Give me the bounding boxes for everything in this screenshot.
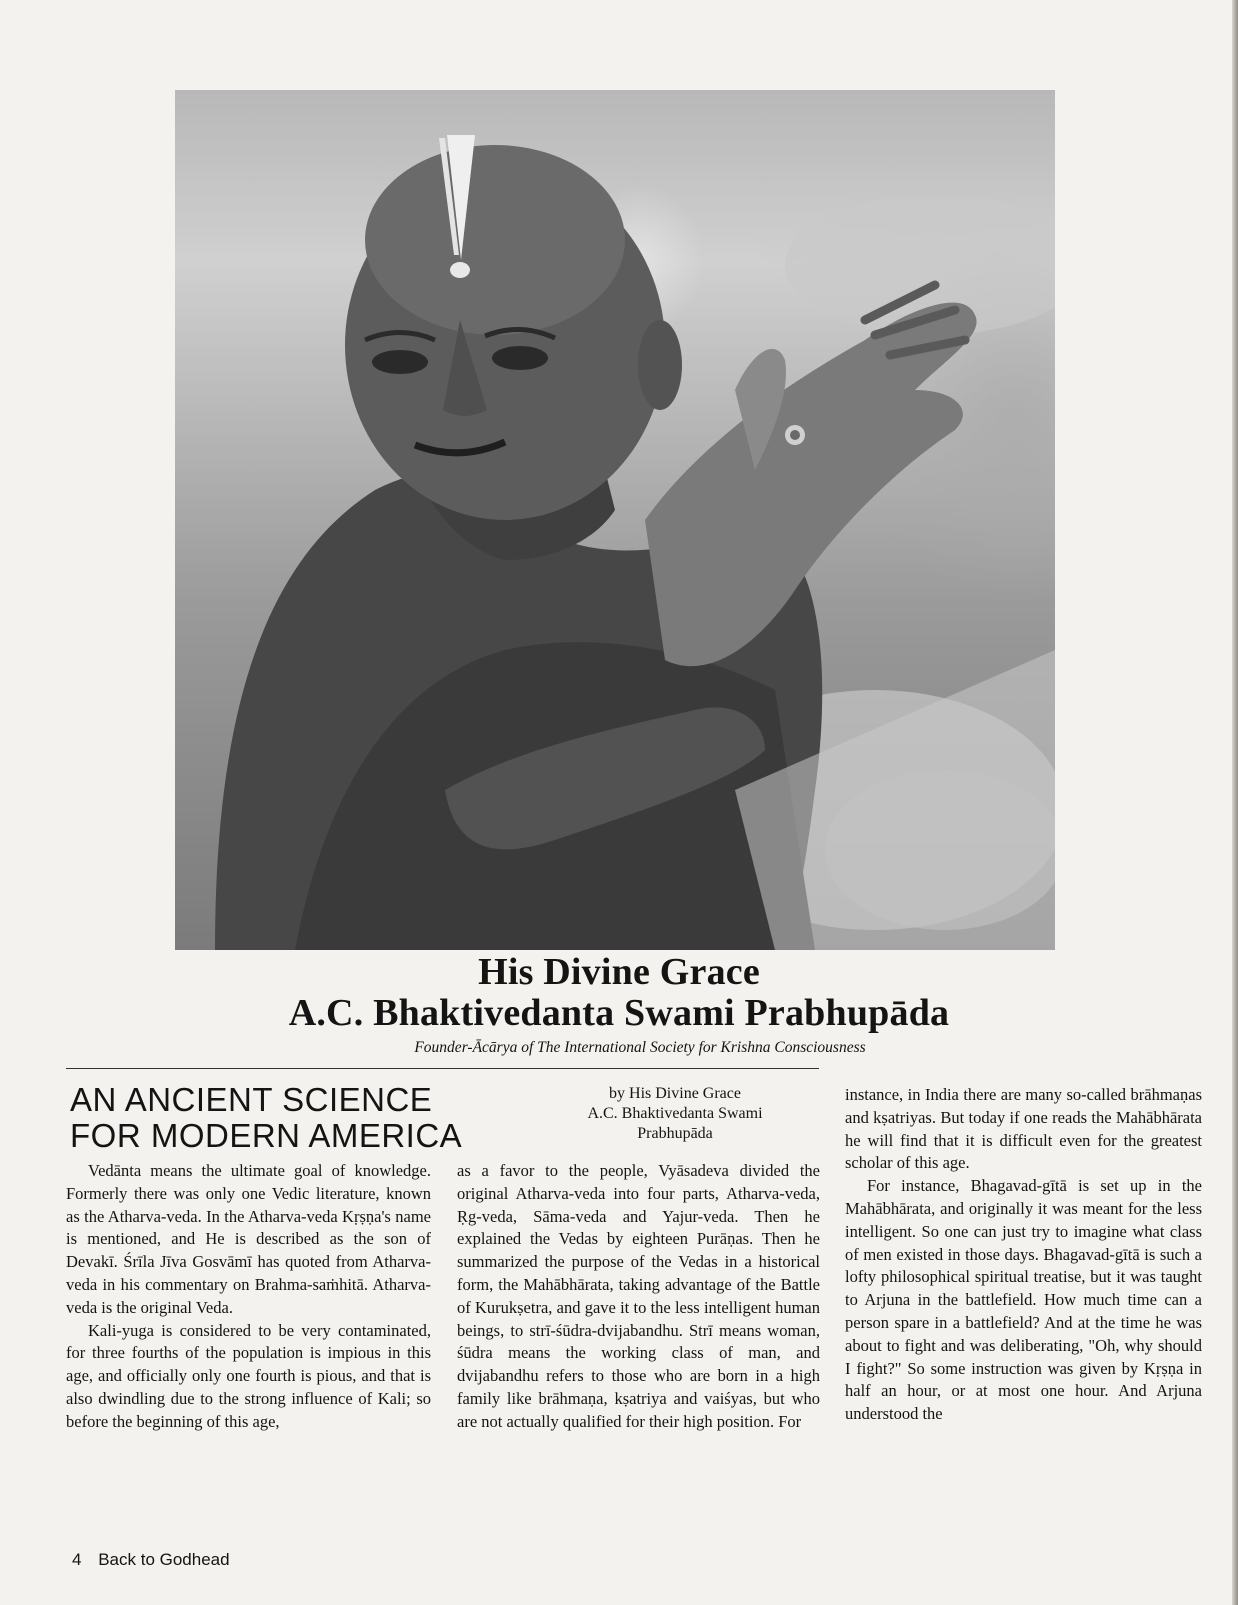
article-byline [545,1084,805,1144]
text-column-3 [845,1084,1202,1426]
page-edge [1232,0,1238,1605]
headline-line2: FOR MODERN AMERICA [70,1117,463,1154]
caption-subtitle: Founder-Ācārya of The International Society for Krishna Consciousness [414,1039,866,1056]
paragraph: instance, in India there are many so-called brāhmaṇas and kṣatriyas. But today if one reads the Mahābhārata he will find that it is difficult even for the greatest scholar of this age. [845,1085,1202,1173]
headline-line1: AN ANCIENT SCIENCE [70,1081,433,1118]
byline-line2: A.C. Bhaktivedanta Swami [587,1105,763,1122]
portrait-photo [175,90,1055,950]
paragraph: as a favor to the people, Vyāsadeva divided the original Atharva-veda into four parts, Atharva-veda, Ṛg-veda, Sāma-veda and Yajur-veda. Then he explained the Vedas by eighteen Purāṇas. Then he summarized the purpose of the Vedas in a historical form, the Mahābhārata, taking advantage of the Battle of Kurukṣetra, and gave it to the less intelligent human beings, to strī-śūdra-dvijabandhu. Strī means woman, śūdra means the working class of man, and dvijabandhu refers to those who are born in a high family like brāhmaṇa, kṣatriya and vaiśyas, but who are not actually qualified for their high position. For [457,1161,820,1431]
byline-line3: Prabhupāda [637,1125,713,1142]
article-headline [70,1082,540,1154]
page-footer [72,1550,230,1570]
text-column-2 [457,1160,820,1434]
paragraph: Vedānta means the ultimate goal of knowledge. Formerly there was only one Vedic literature, known as the Atharva-veda. In the Atharva-veda Kṛṣṇa's name is mentioned, and He is described as the son of Devakī. Śrīla Jīva Gosvāmī has quoted from Atharva-veda in his commentary on Brahma-saṁhitā. Atharva-veda is the original Veda. [66,1161,431,1317]
divider-rule [66,1068,819,1069]
page-number: 4 [72,1550,82,1569]
text-column-1 [66,1160,431,1434]
publication-name: Back to Godhead [98,1550,230,1569]
paragraph: Kali-yuga is considered to be very contaminated, for three fourths of the population is impious in this age, and officially only one fourth is pious, and that is also dwindling due to the strong influence of Kali; so before the beginning of this age, [66,1320,431,1431]
portrait-illustration [175,90,1055,950]
paragraph: For instance, Bhagavad-gītā is set up in the Mahābhārata, and originally it was meant for the less intelligent. So one can just try to imagine what class of men existed in those days. Bhagavad-gītā is such a lofty philosophical spiritual treatise, but it was taught to Arjuna in the battlefield. How much time can a person spare in a battlefield? And at the time he was about to fight and was deliberating, "Oh, why should I fight?" So some instruction was given by Kṛṣṇa in half an hour, or at most one hour. And Arjuna understood the [845,1176,1202,1424]
caption-title-line2: A.C. Bhaktivedanta Swami Prabhupāda [288,992,950,1034]
byline-line1: by His Divine Grace [609,1085,741,1102]
caption-title-line1: His Divine Grace [478,951,760,993]
